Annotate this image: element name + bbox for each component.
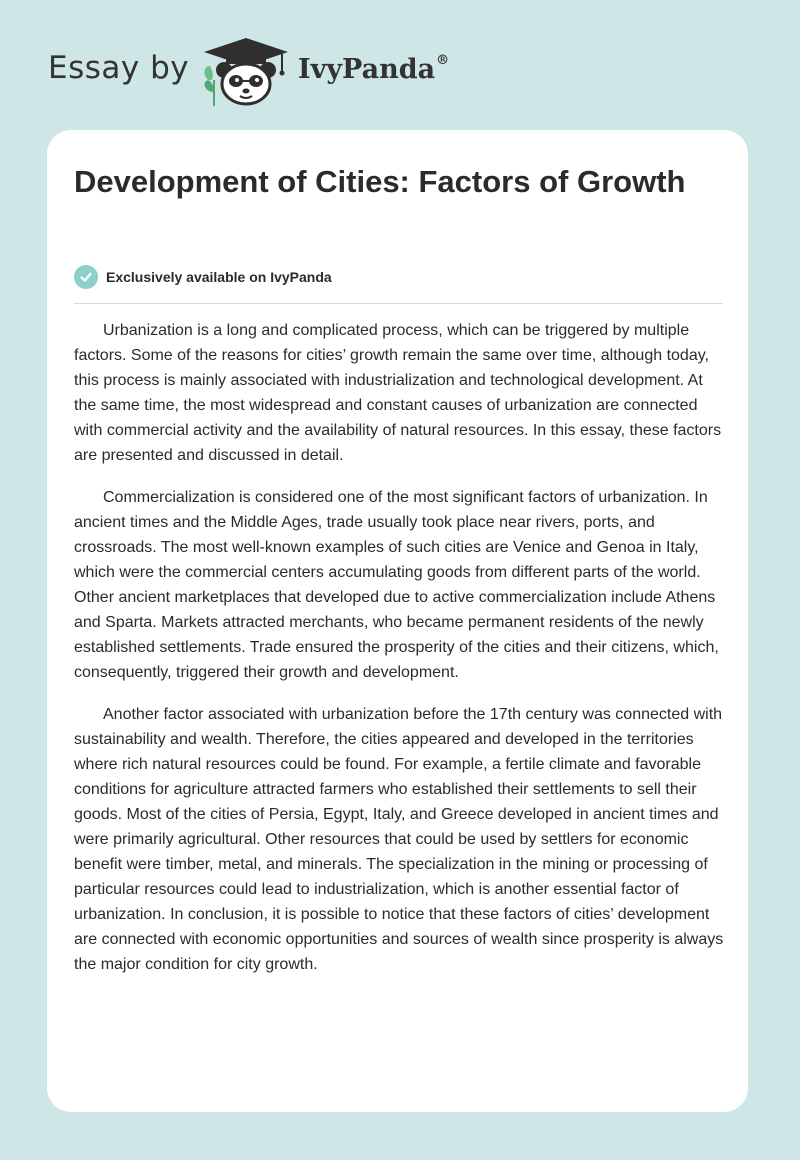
essay-body [74, 318, 726, 994]
page-title: Development of Cities: Factors of Growth [74, 164, 686, 199]
divider [74, 303, 723, 304]
registered-mark: ® [436, 53, 450, 68]
paragraph-1: Urbanization is a long and complicated process, which can be triggered by multiple factors. Some of the reasons for cities’ growth remain the same over time, although today, this process is mainly associated with industrialization and technological development. At the same time, the most widespread and constant causes of urbanization are connected with commercial activity and the availability of natural resources. In this essay, these factors are presented and discussed in detail. [74, 322, 722, 464]
check-mark-icon [79, 270, 93, 284]
exclusive-badge-label: Exclusively available on IvyPanda [106, 269, 332, 285]
paragraph-2: Commercialization is considered one of the most significant factors of urbanization. In ancient times and the Middle Ages, trade usually took place near rivers, ports, and crossroads. The most well-known examples of such cities are Venice and Genoa in Italy, which were the commercial centers accumulating goods from different parts of the world. Other ancient marketplaces that developed due to active commercialization include Athens and Sparta. Markets attracted merchants, who became permanent residents of the newly established settlements. Trade ensured the prosperity of the cities and their citizens, which, consequently, triggered their growth and development. [74, 489, 719, 681]
check-circle-icon [74, 265, 98, 289]
essay-by-label: Essay by [48, 50, 190, 86]
brand-name [298, 54, 449, 85]
paragraph-3: Another factor associated with urbanization before the 17th century was connected with sustainability and wealth. Therefore, the cities appeared and developed in the territories where rich natural resources could be found. For example, a fertile climate and favorable conditions for agriculture attracted farmers who established their settlements to sell their goods. Most of the cities of Persia, Egypt, Italy, and Greece developed in ancient times and were primarily agricultural. Other resources that could be used by settlers for economic benefit were timber, metal, and minerals. The specialization in the mining or processing of particular resources could lead to industrialization, which is another essential factor of urbanization. In conclusion, it is possible to notice that these factors of cities’ development are connected with economic opportunities and sources of wealth since prosperity is always the major condition for city growth. [74, 706, 724, 973]
panda-graduate-icon [200, 36, 292, 108]
essay-card [47, 130, 748, 1112]
site-header [0, 0, 800, 130]
brand-name-text: IvyPanda [298, 54, 436, 85]
exclusive-badge [74, 264, 332, 290]
